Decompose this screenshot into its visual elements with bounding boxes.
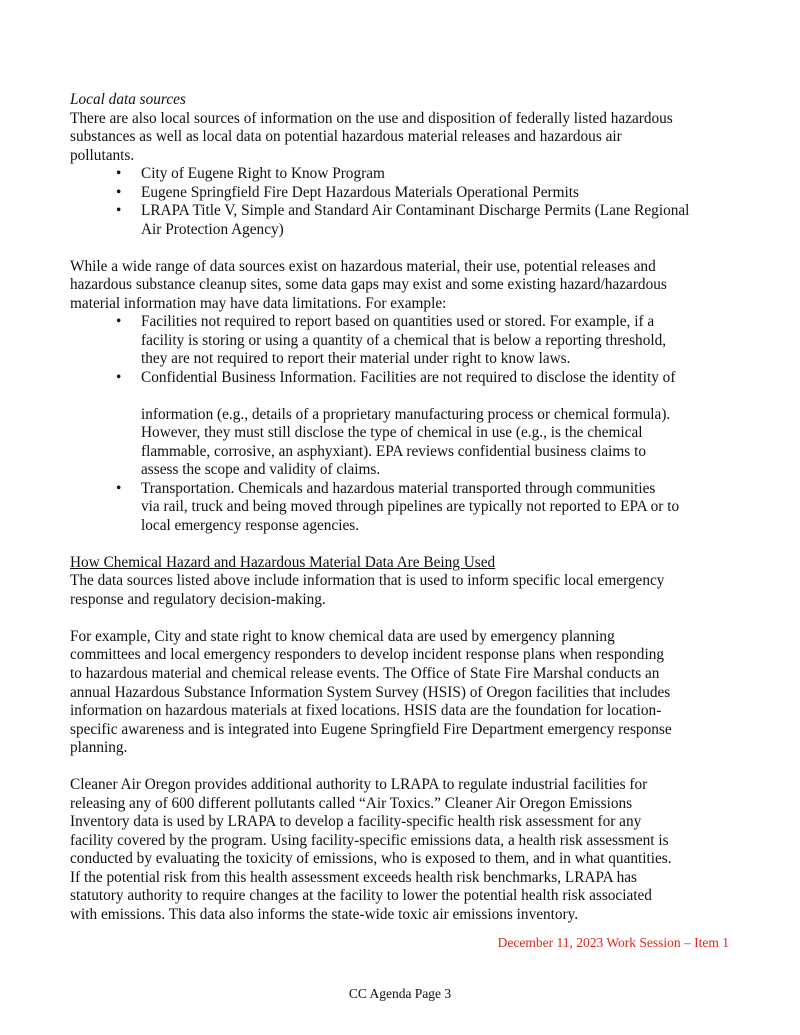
paragraph-line: If the potential risk from this health assessment exceeds health risk benchmarks, LRAPA has (70, 868, 638, 886)
paragraph-line: For example, City and state right to know chemical data are used by emergency planning (70, 627, 615, 645)
list-item-line: Facilities not required to report based on quantities used or stored. For example, if a (141, 313, 655, 331)
paragraph-line: statutory authority to require changes at the facility to lower the potential health risk associated (70, 887, 652, 905)
paragraph-line: facility covered by the program. Using facility-specific emissions data, a health risk assessment is (70, 831, 669, 849)
list-item-line: LRAPA Title V, Simple and Standard Air Contaminant Discharge Permits (Lane Regional (141, 202, 690, 220)
list-item-line (141, 387, 750, 406)
list-item-line: City of Eugene Right to Know Program (141, 165, 385, 183)
paragraph-line: releasing any of 600 different pollutants called “Air Toxics.” Cleaner Air Oregon Emissions (70, 794, 633, 812)
paragraph-line: conducted by evaluating the toxicity of emissions, who is exposed to them, and in what quantities. (70, 850, 672, 868)
blank-line (70, 758, 750, 777)
bullet-icon: • (116, 368, 122, 386)
list-item-line: local emergency response agencies. (141, 516, 360, 534)
list-item-line: Transportation. Chemicals and hazardous material transported through communities (141, 479, 656, 497)
blank-line (70, 609, 750, 628)
list-item (70, 184, 750, 203)
list-item-line: assess the scope and validity of claims. (141, 461, 381, 479)
bullet-icon: • (116, 313, 122, 331)
document-body (70, 91, 750, 924)
list-item-line: flammable, corrosive, an asphyxiant). EPA reviews confidential business claims to (141, 442, 646, 460)
paragraph-line: pollutants. (70, 146, 135, 164)
list-item-line: via rail, truck and being moved through pipelines are typically not reported to EPA or to (141, 498, 680, 516)
list-item (70, 480, 750, 536)
paragraph-line: substances as well as local data on potential hazardous material releases and hazardous air (70, 128, 622, 146)
page-number: CC Agenda Page 3 (348, 986, 452, 1001)
list-item-line: information (e.g., details of a proprietary manufacturing process or chemical formula). (141, 405, 671, 423)
paragraph-line: specific awareness and is integrated into Eugene Springfield Fire Department emergency response (70, 720, 672, 738)
bullet-icon: • (116, 479, 122, 497)
paragraph-line: Inventory data is used by LRAPA to develop a facility-specific health risk assessment for any (70, 813, 642, 831)
list-item (70, 369, 750, 480)
paragraph-line: response and regulatory decision-making. (70, 590, 326, 608)
paragraph-line: committees and local emergency responders to develop incident response plans when responding (70, 646, 665, 664)
bullet-icon: • (116, 202, 122, 220)
list-item-line: However, they must still disclose the type of chemical in use (e.g., is the chemical (141, 424, 643, 442)
list-item-line: Eugene Springfield Fire Dept Hazardous Materials Operational Permits (141, 183, 579, 201)
paragraph-line: The data sources listed above include information that is used to inform specific local emergency (70, 572, 665, 590)
paragraph-line: hazardous substance cleanup sites, some data gaps may exist and some existing hazard/hazardous (70, 276, 667, 294)
section-heading: Local data sources (70, 91, 186, 108)
list-item-line: they are not required to report their material under right to know laws. (141, 350, 571, 368)
paragraph-line: with emissions. This data also informs the state-wide toxic air emissions inventory. (70, 905, 579, 923)
section-heading: How Chemical Hazard and Hazardous Material Data Are Being Used (70, 553, 496, 571)
paragraph-line: annual Hazardous Substance Information System Survey (HSIS) of Oregon facilities that includes (70, 683, 671, 701)
blank-line (70, 535, 750, 554)
bullet-icon: • (116, 183, 122, 201)
work-session-label: December 11, 2023 Work Session – Item 1 (497, 935, 729, 950)
list-item (70, 202, 750, 239)
paragraph-line: There are also local sources of information on the use and disposition of federally listed hazardous (70, 109, 673, 127)
list-item-line: Air Protection Agency) (141, 220, 284, 238)
paragraph-line: While a wide range of data sources exist on hazardous material, their use, potential releases and (70, 257, 656, 275)
list-item-line: facility is storing or using a quantity of a chemical that is below a reporting threshold, (141, 331, 667, 349)
paragraph-line: material information may have data limitations. For example: (70, 294, 447, 312)
paragraph-line: planning. (70, 739, 128, 757)
list-item (70, 313, 750, 369)
paragraph-line: information on hazardous materials at fixed locations. HSIS data are the foundation for location- (70, 702, 662, 720)
list-item-line: Confidential Business Information. Facilities are not required to disclose the identity of (141, 368, 676, 386)
paragraph-line: to hazardous material and chemical release events. The Office of State Fire Marshal conducts an (70, 664, 660, 682)
paragraph-line: Cleaner Air Oregon provides additional authority to LRAPA to regulate industrial facilities for (70, 776, 648, 794)
bullet-icon: • (116, 165, 122, 183)
list-item (70, 165, 750, 184)
blank-line (70, 239, 750, 258)
